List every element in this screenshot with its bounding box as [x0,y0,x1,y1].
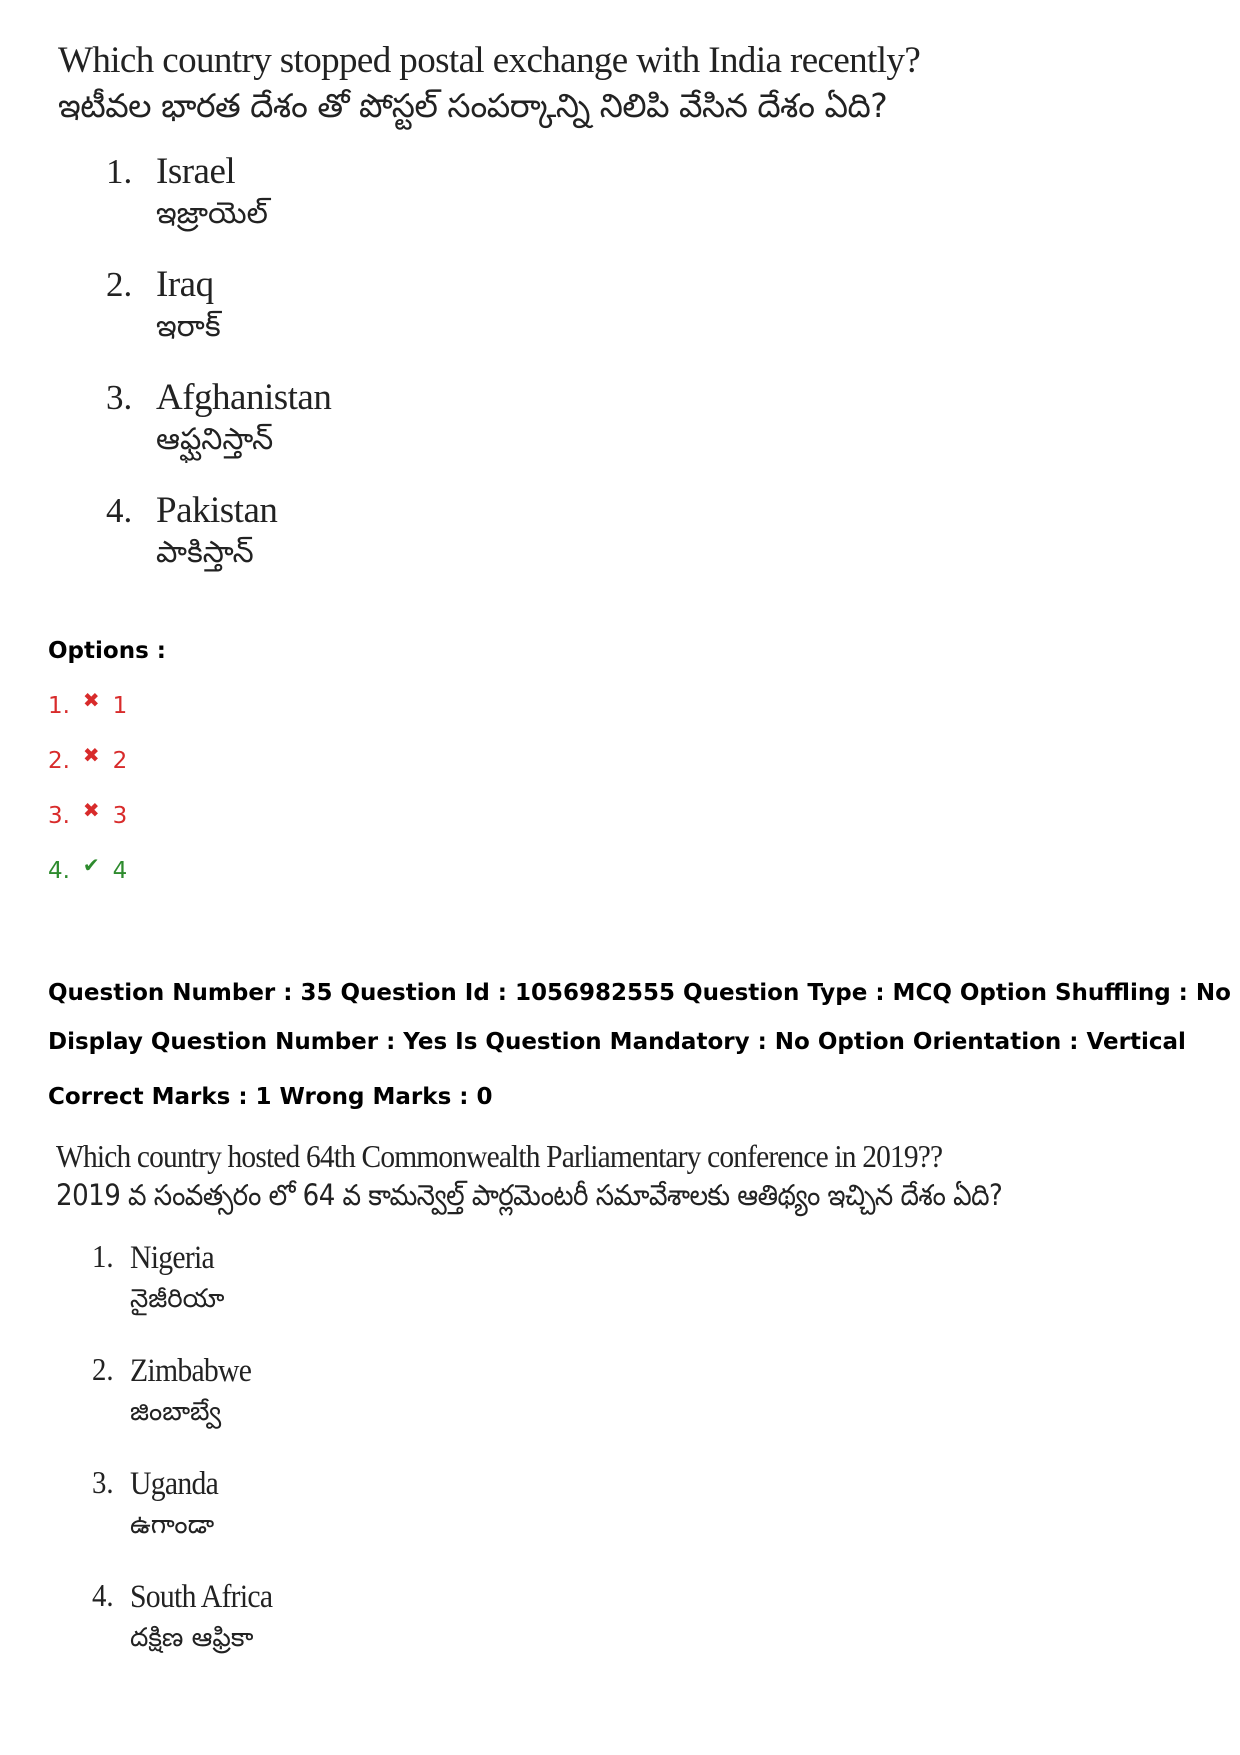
option-text-te: ఉగాండా [130,1510,215,1541]
option-status-number: 4. [48,858,70,884]
question-1-options-list [106,152,1058,604]
option-text-te: ఇజ్రాయెల్ [156,196,268,232]
option-status-value: 4 [112,858,128,884]
option-number: 4. [106,491,133,531]
option-text-en: South Africa [130,1579,273,1616]
option-status-row [48,688,128,719]
cross-icon: ✖ [82,688,100,712]
question-1-option [106,491,1058,604]
question-2-option [92,1351,1056,1464]
option-text-en: Pakistan [156,490,278,532]
question-1-text-en: Which country stopped postal exchange with India recently? [58,40,921,81]
option-status-value: 3 [112,803,128,829]
option-status-value: 1 [112,693,128,719]
question-marks-line: Correct Marks : 1 Wrong Marks : 0 [48,1084,493,1110]
question-2-option [92,1464,1056,1577]
option-text-en: Uganda [130,1466,219,1503]
option-status-value: 2 [112,748,128,774]
option-status-number: 2. [48,748,70,774]
option-text-en: Nigeria [130,1240,215,1277]
option-number: 1. [106,152,133,192]
option-number: 3. [92,1464,114,1501]
option-status-row [48,798,128,829]
option-text-en: Zimbabwe [130,1353,252,1390]
question-1-option [106,265,1058,378]
question-2-text-en: Which country hosted 64th Commonwealth Parliamentary conference in 2019?? [56,1138,943,1174]
question-2-option [92,1577,1056,1690]
options-heading: Options : [48,638,166,664]
option-text-te: పాకిస్తాన్ [156,535,254,571]
option-number: 1. [92,1238,114,1275]
option-number: 2. [92,1351,114,1388]
option-number: 3. [106,378,133,418]
question-1-option [106,378,1058,491]
option-text-te: దక్షిణ ఆఫ్రికా [130,1623,254,1654]
checkmark-icon: ✔ [82,853,100,877]
cross-icon: ✖ [82,743,100,767]
question-meta-line-1: Question Number : 35 Question Id : 1056982555 Question Type : MCQ Option Shuffling : No [48,980,1231,1006]
option-status-row [48,743,128,774]
option-status-number: 1. [48,693,70,719]
question-2-text-te: 2019 వ సంవత్సరం లో 64 వ కామన్వెల్త్ పార్లమెంటరీ సమావేశాలకు ఆతిథ్యం ఇచ్చిన దేశం ఏది? [56,1177,1003,1212]
question-1-image [58,40,1058,604]
question-2-options-list [92,1238,1056,1690]
cross-icon: ✖ [82,798,100,822]
option-text-te: ఇరాక్ [156,309,221,345]
option-text-te: ఆఫ్ఘనిస్తాన్ [156,422,274,458]
question-1-text-te: ఇటీవల భారత దేశం తో పోస్టల్ సంపర్కాన్ని నిలిపి వేసిన దేశం ఏది? [58,85,888,125]
question-2-image [56,1138,1056,1690]
option-status-row-correct [48,853,128,884]
option-text-en: Afghanistan [156,377,332,419]
question-1-option [106,152,1058,265]
option-text-te: నైజీరియా [130,1284,225,1315]
option-text-en: Iraq [156,264,214,306]
option-text-en: Israel [156,151,236,193]
option-text-te: జింబాబ్వే [130,1397,222,1428]
option-status-number: 3. [48,803,70,829]
option-number: 4. [92,1577,114,1614]
question-2-option [92,1238,1056,1351]
option-number: 2. [106,265,133,305]
question-meta-line-2: Display Question Number : Yes Is Question Mandatory : No Option Orientation : Vertical [48,1029,1186,1055]
